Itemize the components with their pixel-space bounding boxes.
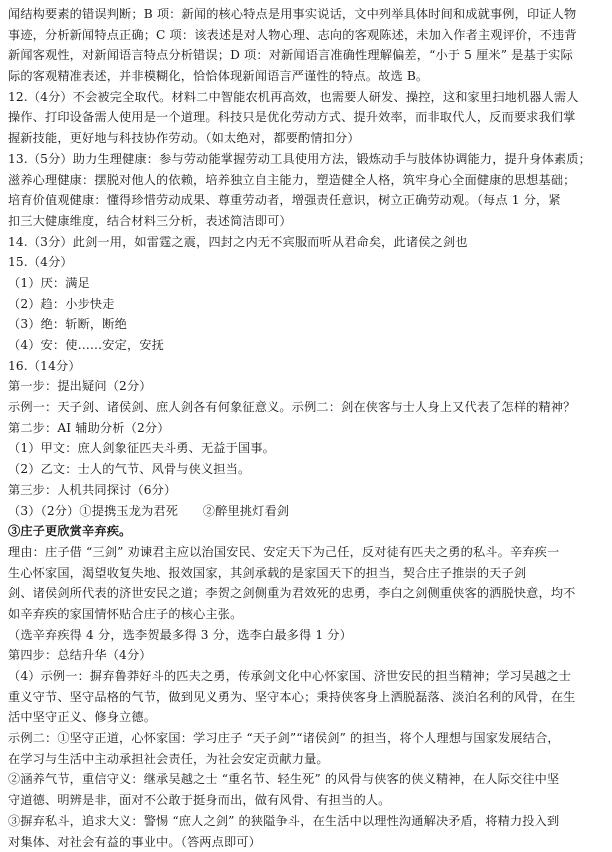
text-line: 操作、打印设备需人使用是一个道理。科技只是优化劳动方式、提升效率，而非取代人，反而要求我们掌: [8, 107, 602, 128]
text-line: ③摒弃私斗，追求大义：警惕 “庶人之剑” 的狭隘争斗，在生活中以理性沟通解决矛盾，将精力投入到: [8, 811, 602, 832]
text-line: （4）安：使……安定，安抚: [8, 335, 602, 356]
text-line: ②涵养气节，重信守义：继承吴越之士 “重名节、轻生死” 的风骨与侠客的侠义精神，在人际交往中坚: [8, 769, 602, 790]
text-line: 第三步：人机共同探讨（6分）: [8, 480, 602, 501]
text-line: 12.（4分）不会被完全取代。材料二中智能农机再高效，也需要人研发、操控，这和家里扫地机器人需人: [8, 87, 602, 108]
text-line: 扣三大健康维度，结合材料三分析，表述简洁即可）: [8, 211, 602, 232]
text-line: （2）趋：小步快走: [8, 294, 602, 315]
text-line: 示例一：天子剑、诸侯剑、庶人剑各有何象征意义。示例二：剑在侠客与士人身上又代表了怎样的精神？: [8, 397, 602, 418]
text-line: 第一步：提出疑问（2分）: [8, 376, 602, 397]
text-line: 在学习与生活中主动承担社会责任，为社会安定贡献力量。: [8, 749, 602, 770]
text-line: （1）甲文：庶人剑象征匹夫斗勇、无益于国事。: [8, 438, 602, 459]
text-line: （2）乙文：士人的气节、风骨与侠义担当。: [8, 459, 602, 480]
text-line: 守道德、明辨是非，面对不公敢于挺身而出，做有风骨、有担当的人。: [8, 790, 602, 811]
text-line: 第四步：总结升华（4分）: [8, 645, 602, 666]
text-line: 示例二：①坚守正道，心怀家国：学习庄子 “天子剑”“诸侯剑” 的担当，将个人理想与国家发展结合，: [8, 728, 602, 749]
text-line: 事迹，分析新闻特点正确；C 项：该表述是对人物心理、志向的客观陈述，未加入作者主观评价，不违背: [8, 25, 602, 46]
text-line: 生心怀家国，渴望收复失地、报效国家，其剑承载的是家国天下的担当，契合庄子推崇的天子剑: [8, 563, 602, 584]
text-line: 第二步：AI 辅助分析（2分）: [8, 418, 602, 439]
text-line: （3）（2分）①提携玉龙为君死 ②醉里挑灯看剑: [8, 501, 602, 522]
text-line: 际的客观精准表述，并非模糊化，恰恰体现新闻语言严谨性的特点。故选 B。: [8, 66, 602, 87]
text-line: 滋养心理健康：摆脱对他人的依赖，培养独立自主能力，塑造健全人格，筑牢身心全面健康的思想基础；: [8, 170, 602, 191]
text-line: （选辛弃疾得 4 分，选李贺最多得 3 分，选李白最多得 1 分）: [8, 625, 602, 646]
text-line: 活中坚守正义、修身立德。: [8, 707, 602, 728]
text-line: 13.（5分）助力生理健康：参与劳动能掌握劳动工具使用方法，锻炼动手与肢体协调能力，提升身体素质；: [8, 149, 602, 170]
text-line: 剑、诸侯剑所代表的济世安民之道；李贺之剑侧重为君效死的忠勇，李白之剑侧重侠客的洒脱快意，均不: [8, 583, 602, 604]
text-line: （1）厌：满足: [8, 273, 602, 294]
text-line: 16.（14分）: [8, 356, 602, 377]
text-line: 15.（4分）: [8, 252, 602, 273]
text-line: 重义守节、坚守品格的气节，做到见义勇为、坚守本心；秉持侠客身上洒脱磊落、淡泊名利的风骨，在生: [8, 687, 602, 708]
text-line: 培育价值观健康：懂得珍惜劳动成果、尊重劳动者，增强责任意识，树立正确劳动观。（每点 1 分，紧: [8, 190, 602, 211]
text-line: 14.（3分）此剑一用，如雷霆之震，四封之内无不宾服而听从君命矣，此诸侯之剑也: [8, 232, 602, 253]
text-line: 握新技能，更好地与科技协作劳动。（如太绝对，都要酌情扣分）: [8, 128, 602, 149]
text-line: 如辛弃疾的家国情怀贴合庄子的核心主张。: [8, 604, 602, 625]
text-line: 理由：庄子借 “三剑” 劝谏君主应以治国安民、安定天下为己任，反对徒有匹夫之勇的私斗。辛弃疾一: [8, 542, 602, 563]
text-line: （3）绝：斩断，断绝: [8, 314, 602, 335]
text-line: 对集体、对社会有益的事业中。（答两点即可）: [8, 832, 602, 852]
text-line: 闻结构要素的错误判断；B 项：新闻的核心特点是用事实说话，文中列举具体时间和成就事例，印证人物: [8, 4, 602, 25]
text-line: （4）示例一：摒弃鲁莽好斗的匹夫之勇，传承剑文化中心怀家国、济世安民的担当精神；学习吴越之士: [8, 666, 602, 687]
text-line: ③庄子更欣赏辛弃疾。: [8, 521, 602, 542]
text-line: 新闻客观性，对新闻语言特点分析错误；D 项：对新闻语言准确性理解偏差，“小于 5 厘米” 是基于实际: [8, 45, 602, 66]
